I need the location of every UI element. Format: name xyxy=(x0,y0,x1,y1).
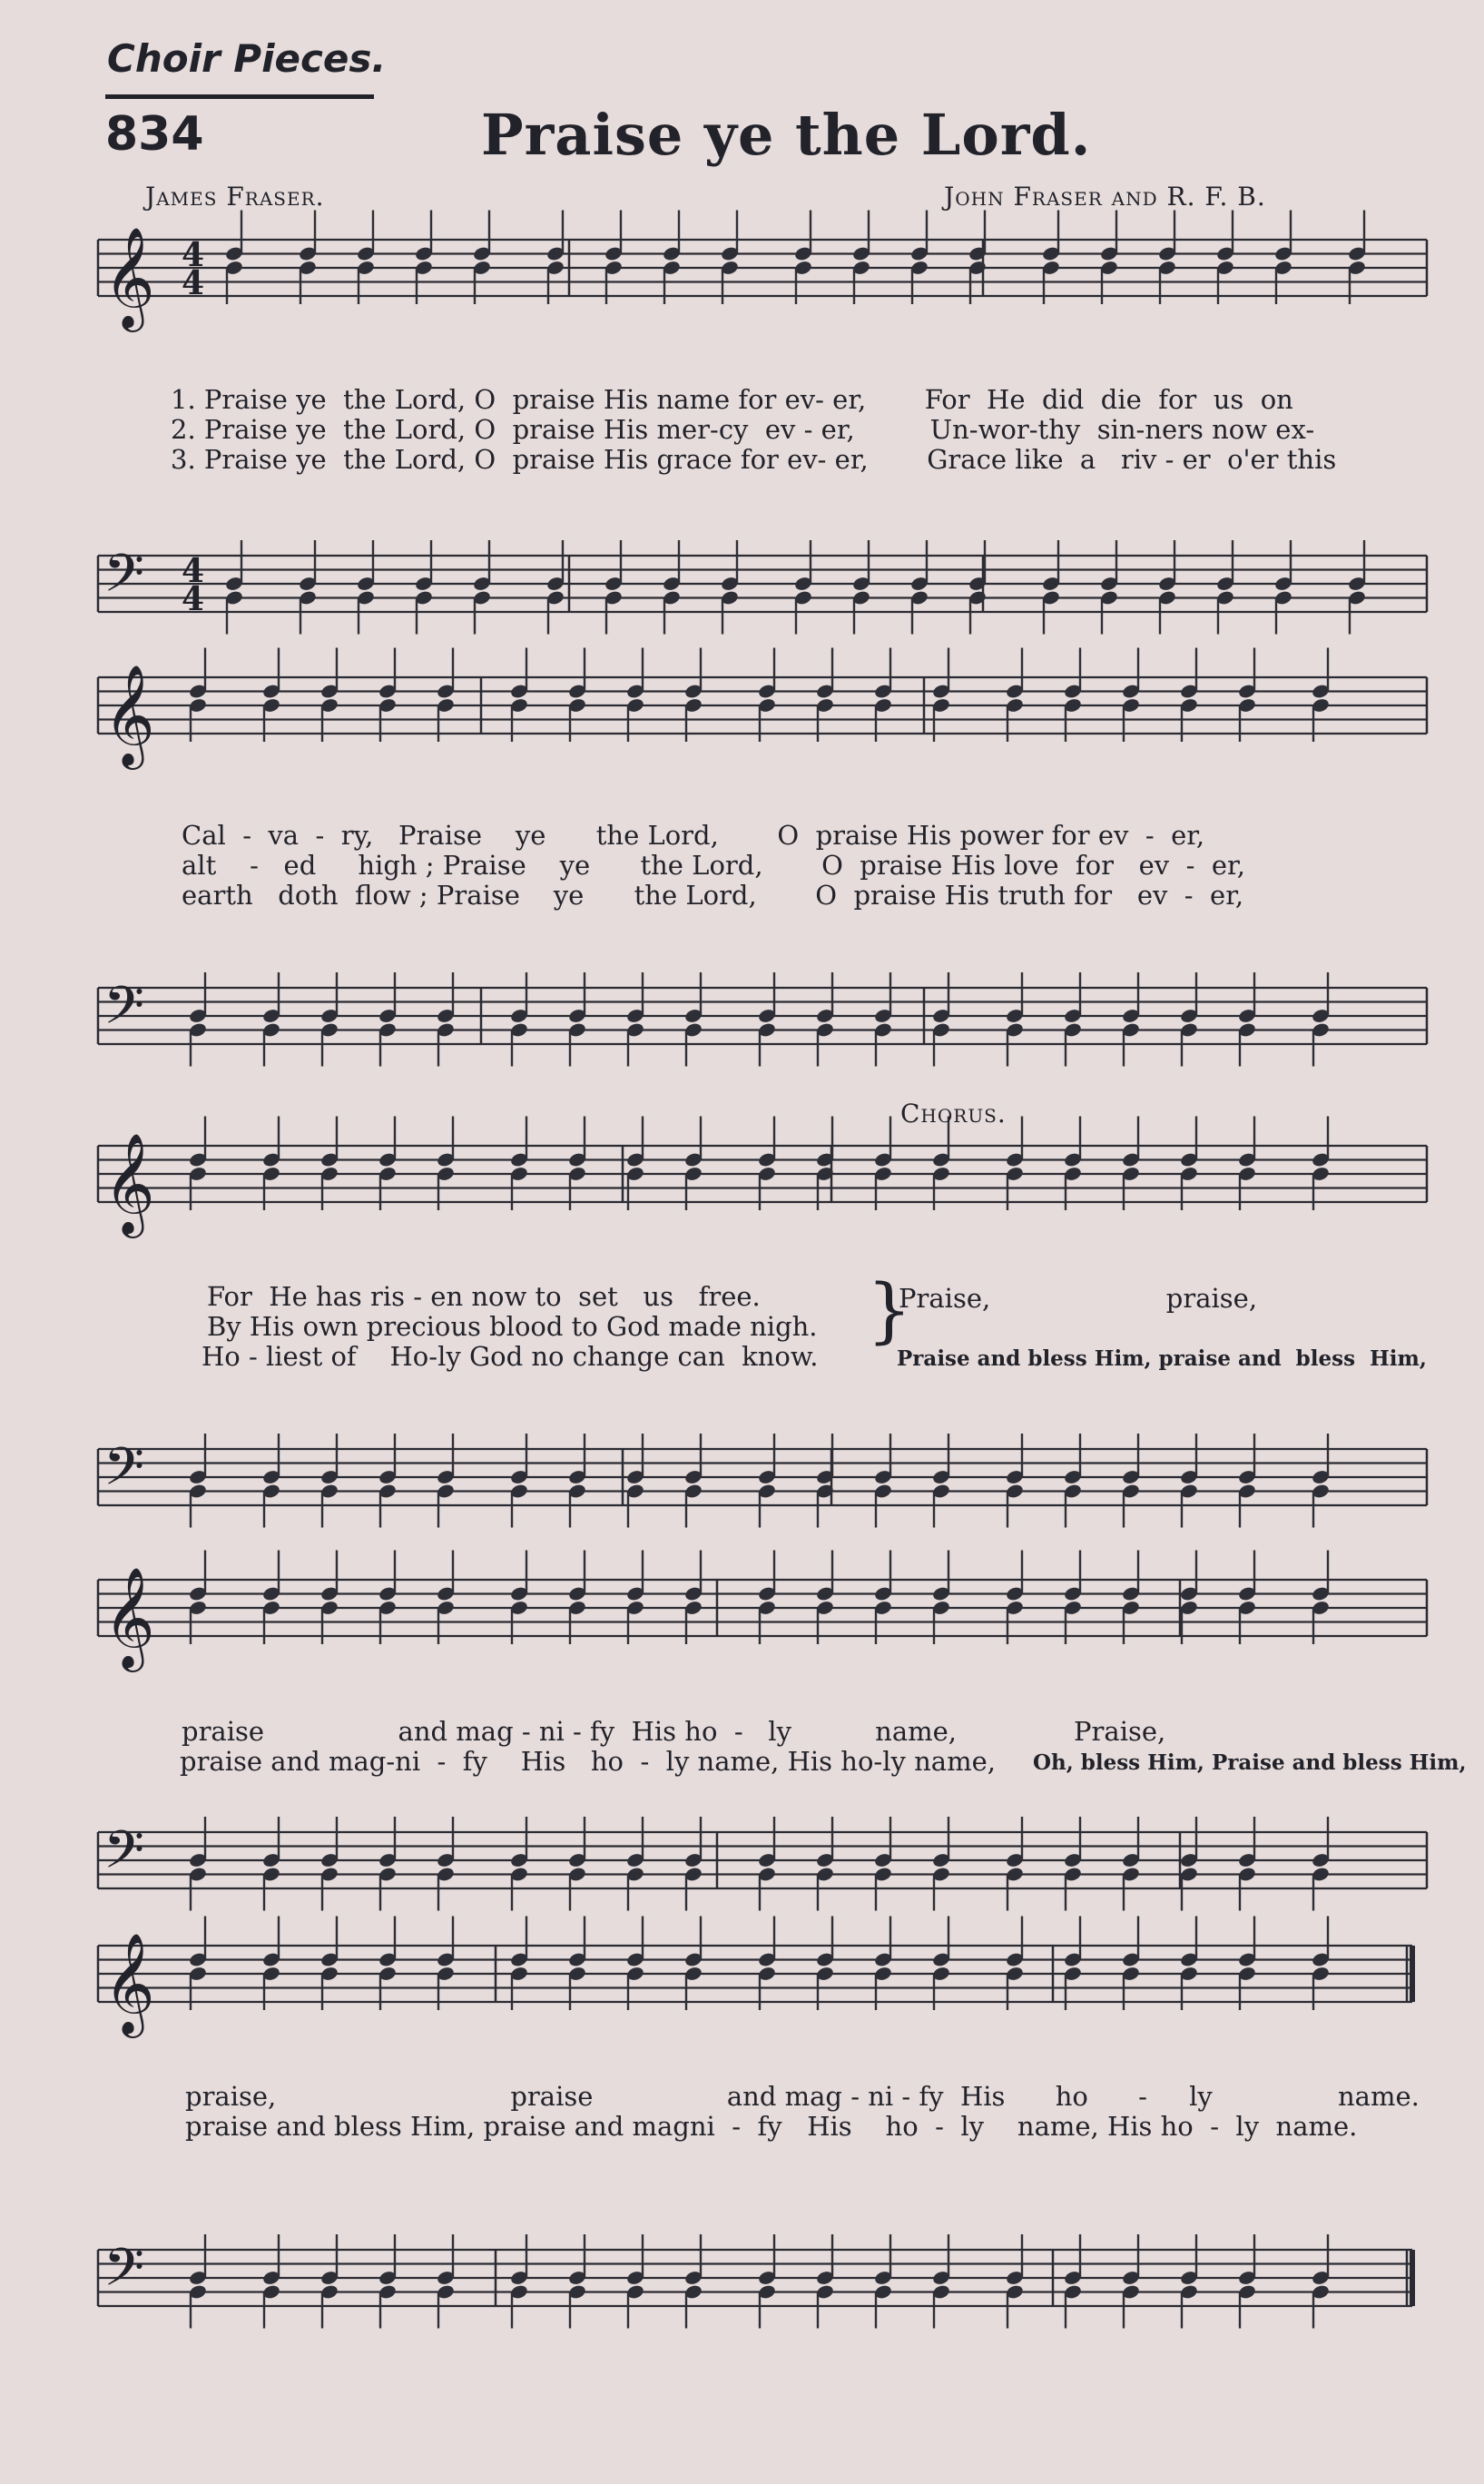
lyric-s1-v3: 3. Praise ye the Lord, O praise His grace for ev- er, Grace like a riv - er o'er this xyxy=(171,444,1337,475)
treble-clef: 𝄞 xyxy=(103,664,155,765)
hymn-title: Praise ye the Lord. xyxy=(481,102,1092,168)
lyric-s5-upper: praise, praise and mag - ni - fy His ho - ly name. xyxy=(185,2081,1420,2112)
bass-clef: 𝄢 xyxy=(103,2236,145,2312)
chorus-upper-lyric: Praise, praise, xyxy=(899,1283,1258,1314)
treble-clef: 𝄞 xyxy=(103,1132,155,1234)
lyric-s4-lower: praise and mag-ni - fy His ho - ly name, His ho-ly name, xyxy=(180,1746,996,1777)
lyric-s3-v1: For He has ris - en now to set us free. xyxy=(207,1281,761,1312)
lyric-s4-upper: praise and mag - ni - fy His ho - ly name, Praise, xyxy=(182,1716,1166,1747)
music-credit: John Fraser and R. F. B. xyxy=(944,182,1266,212)
lyric-s1-v1: 1. Praise ye the Lord, O praise His name for ev- er, For He did die for us on xyxy=(171,384,1293,415)
bass-clef: 𝄢 xyxy=(103,1819,145,1894)
chorus-lower-lyric: Praise and bless Him, praise and bless Him, xyxy=(897,1346,1427,1371)
time-signature-top: 4 xyxy=(182,552,205,590)
bass-clef: 𝄢 xyxy=(103,1435,145,1511)
hymn-number: 834 xyxy=(105,107,204,162)
lyric-s3-v3: Ho - liest of Ho-ly God no change can know. xyxy=(201,1341,819,1372)
time-signature-top: 4 xyxy=(182,236,205,274)
treble-clef: 𝄞 xyxy=(103,226,155,328)
time-signature-bottom: 4 xyxy=(182,264,205,302)
lyric-s2-v1: Cal - va - ry, Praise ye the Lord, O praise His power for ev - er, xyxy=(182,820,1205,851)
time-signature-bottom: 4 xyxy=(182,580,205,618)
words-credit: James Fraser. xyxy=(145,182,325,212)
section-title: Choir Pieces. xyxy=(107,36,387,81)
lyric-s3-v2: By His own precious blood to God made nigh. xyxy=(207,1311,818,1342)
bass-clef: 𝄢 xyxy=(103,542,145,617)
bass-clef: 𝄢 xyxy=(103,974,145,1050)
lyric-s5-lower: praise and bless Him, praise and magni - fy His ho - ly name, His ho - ly name. xyxy=(185,2111,1358,2142)
lyric-s2-v2: alt - ed high ; Praise ye the Lord, O praise His love for ev - er, xyxy=(182,850,1245,881)
chorus-label: Chorus. xyxy=(900,1099,1007,1129)
treble-clef: 𝄞 xyxy=(103,1932,155,2034)
lyric-s4-lower-bold: Oh, bless Him, Praise and bless Him, xyxy=(1033,1750,1467,1775)
verse-brace: } xyxy=(867,1270,912,1352)
lyric-s2-v3: earth doth flow ; Praise ye the Lord, O praise His truth for ev - er, xyxy=(182,880,1244,911)
lyric-s1-v2: 2. Praise ye the Lord, O praise His mer-cy ev - er, Un-wor-thy sin-ners now ex- xyxy=(171,414,1315,445)
treble-clef: 𝄞 xyxy=(103,1566,155,1668)
